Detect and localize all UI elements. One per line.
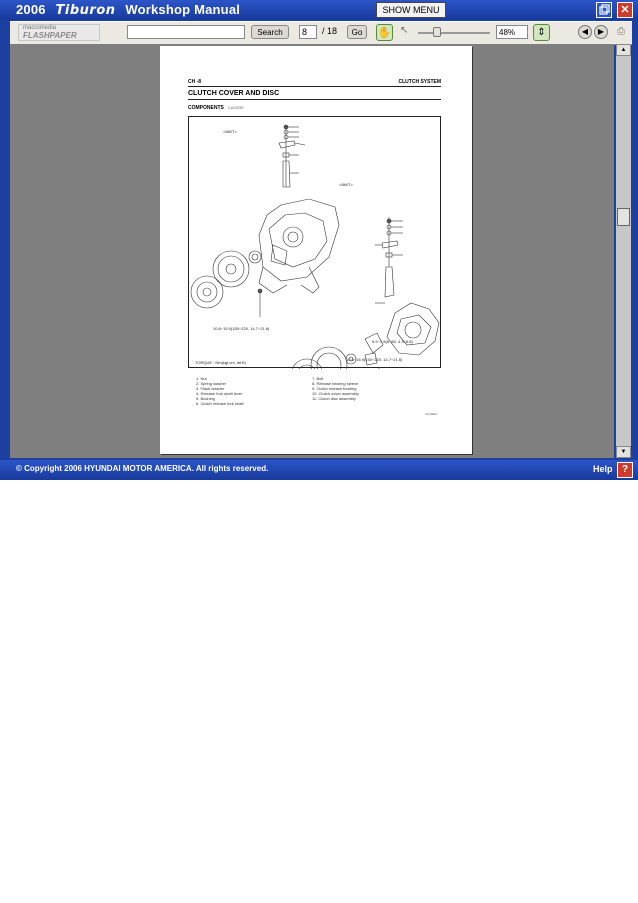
legend-item: 8. Release bearing sleeve bbox=[312, 381, 359, 386]
vertical-scrollbar[interactable] bbox=[616, 44, 631, 458]
hand-tool-icon[interactable]: ✋ bbox=[376, 24, 393, 41]
parts-legend-left bbox=[196, 376, 244, 406]
copyright-text: © Copyright 2006 HYUNDAI MOTOR AMERICA. All rights reserved. bbox=[16, 464, 269, 473]
fit-page-icon[interactable]: ⇕ bbox=[533, 24, 550, 41]
title-suffix: Workshop Manual bbox=[125, 2, 241, 17]
page-total: / 18 bbox=[322, 26, 338, 36]
components-diagram bbox=[188, 116, 441, 368]
prev-page-icon[interactable]: ◀ bbox=[578, 25, 592, 39]
title-model: Tiburon bbox=[55, 3, 116, 18]
go-button[interactable]: Go bbox=[347, 25, 367, 39]
legend-item: 6. Clutch release fork shaft bbox=[196, 401, 244, 406]
torque-units-note: TORQUE : Nm(kgf.cm, lbf.ft) bbox=[195, 360, 246, 365]
legend-item: 2. Spring washer bbox=[196, 381, 227, 386]
window-restore-icon[interactable] bbox=[596, 2, 612, 18]
section-divider bbox=[188, 99, 441, 100]
torque-spec-2: 5.9~7.8(6~80, 4.3~5.8) bbox=[372, 339, 413, 344]
help-icon[interactable]: ? bbox=[617, 462, 633, 478]
show-menu-button[interactable]: SHOW MENU bbox=[376, 2, 446, 18]
figure-code: CUCE0A bbox=[425, 412, 438, 416]
next-page-icon[interactable]: ▶ bbox=[594, 25, 608, 39]
zoom-slider-thumb[interactable] bbox=[433, 27, 441, 37]
close-icon[interactable]: ✕ bbox=[617, 2, 633, 18]
section-title: CLUTCH COVER AND DISC bbox=[188, 90, 280, 97]
legend-item: 10. Clutch cover assembly bbox=[312, 391, 359, 396]
exploded-view-drawing bbox=[189, 117, 442, 369]
legend-item: 9. Clutch release bearing bbox=[312, 386, 357, 391]
label-5mt-left: <5M/T> bbox=[223, 129, 237, 134]
help-link[interactable]: Help bbox=[593, 464, 613, 474]
page-number-input[interactable]: 8 bbox=[299, 25, 317, 39]
torque-spec-3: 10.8~15.9(150~220, 14.7~21.6) bbox=[346, 357, 403, 362]
label-5mt-right: <5M/T> bbox=[339, 182, 353, 187]
page-header-chapter: CH -8 bbox=[188, 79, 202, 85]
flashpaper-toolbar bbox=[10, 21, 632, 45]
components-heading bbox=[188, 105, 244, 111]
document-page bbox=[160, 46, 472, 454]
zoom-level-field[interactable]: 48% bbox=[496, 25, 528, 39]
scroll-down-icon[interactable]: ▼ bbox=[616, 446, 631, 458]
document-viewer[interactable] bbox=[10, 44, 614, 458]
torque-spec-1: 10.8~15.9(150~220, 14.7~21.6) bbox=[213, 326, 270, 331]
logo-line-2: FLASHPAPER bbox=[23, 31, 77, 40]
search-input[interactable] bbox=[127, 25, 245, 39]
page-header bbox=[188, 79, 441, 87]
flashpaper-logo bbox=[18, 24, 100, 41]
components-code: CAGE5E bbox=[227, 105, 245, 110]
cursor-icon[interactable]: ↖ bbox=[400, 25, 409, 36]
title-bar bbox=[0, 0, 638, 20]
zoom-slider-track[interactable] bbox=[418, 32, 490, 34]
parts-legend-right bbox=[312, 376, 359, 401]
print-icon[interactable]: ⎙ bbox=[617, 26, 625, 37]
window-title bbox=[16, 2, 240, 18]
legend-item: 7. Bolt bbox=[312, 376, 324, 381]
legend-item: 11. Clutch disc assembly bbox=[312, 396, 356, 401]
scroll-thumb[interactable] bbox=[617, 208, 630, 226]
logo-line-1: macromedia bbox=[23, 25, 57, 31]
components-label: COMPONENTS bbox=[188, 105, 224, 111]
legend-item: 3. Flash washer bbox=[196, 386, 225, 391]
footer-bar bbox=[0, 460, 638, 480]
legend-item: 1. Nut bbox=[196, 376, 207, 381]
search-button[interactable]: Search bbox=[251, 25, 289, 39]
legend-item: 5. Bushing bbox=[196, 396, 215, 401]
page-header-section: CLUTCH SYSTEM bbox=[398, 79, 441, 85]
scroll-up-icon[interactable]: ▲ bbox=[616, 44, 631, 56]
title-year: 2006 bbox=[16, 2, 46, 17]
legend-item: 4. Release fork shaft lever bbox=[196, 391, 243, 396]
